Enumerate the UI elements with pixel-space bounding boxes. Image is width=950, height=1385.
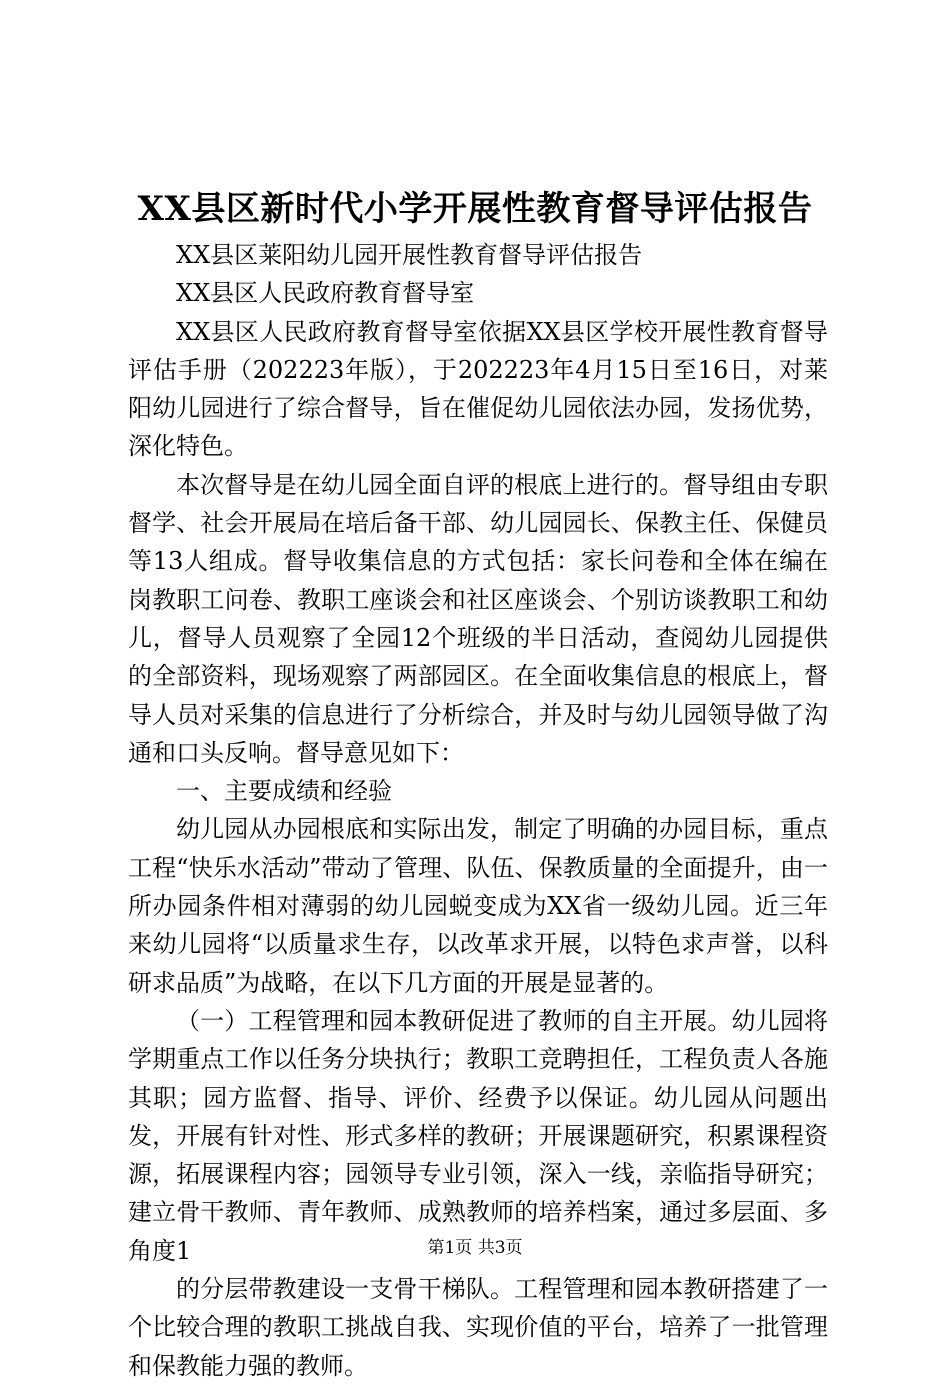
issuing-office: XX县区人民政府教育督导室 bbox=[176, 279, 475, 308]
document-body bbox=[128, 236, 828, 1385]
body-paragraph: 的分层带教建设一支骨干梯队。工程管理和园本教研搭建了一个比较合理的教职工挑战自我、实现价值的平台，培养了一批管理和保教能力强的教师。 bbox=[128, 1275, 828, 1380]
report-subtitle: XX县区莱阳幼儿园开展性教育督导评估报告 bbox=[176, 241, 643, 269]
section-heading: 一、主要成绩和经验 bbox=[176, 777, 392, 806]
page-number-footer: 第1页 共3页 bbox=[427, 1238, 523, 1258]
document-title: XX县区新时代小学开展性教育督导评估报告 bbox=[137, 189, 813, 229]
body-paragraph: （一）工程管理和园本教研促进了教师的自主开展。幼儿园将学期重点工作以任务分块执行；教职工竞聘担任，工程负责人各施其职；园方监督、指导、评价、经费予以保证。幼儿园从问题出发，开展有针对性、形式多样的教研；开展课题研究，积累课程资源，拓展课程内容；园领导专业引领，深入一线，亲临指导研究；建立骨干教师、青年教师、成熟教师的培养档案，通过多层面、多角度1 bbox=[128, 1006, 828, 1265]
body-paragraph: 本次督导是在幼儿园全面自评的根底上进行的。督导组由专职督学、社会开展局在培后备干部、幼儿园园长、保教主任、保健员等13人组成。督导收集信息的方式包括：家长问卷和全体在编在岗教职工问卷、教职工座谈会和社区座谈会、个别访谈教职工和幼儿，督导人员观察了全园12个班级的半日活动，查阅幼儿园提供的全部资料，现场观察了两部园区。在全面收集信息的根底上，督导人员对采集的信息进行了分析综合，并及时与幼儿园领导做了沟通和口头反响。督导意见如下： bbox=[128, 470, 828, 767]
body-paragraph: 幼儿园从办园根底和实际出发，制定了明确的办园目标，重点工程“快乐水活动”带动了管理、队伍、保教质量的全面提升，由一所办园条件相对薄弱的幼儿园蜕变成为XX省一级幼儿园。近三年来幼儿园将“以质量求生存，以改革求开展，以特色求声誉，以科研求品质”为战略，在以下几方面的开展是显著的。 bbox=[128, 815, 828, 997]
body-paragraph: XX县区人民政府教育督导室依据XX县区学校开展性教育督导评估手册（202223年版），于202223年4月15日至16日，对莱阳幼儿园进行了综合督导，旨在催促幼儿园依法办园，发扬优势，深化特色。 bbox=[128, 317, 828, 461]
